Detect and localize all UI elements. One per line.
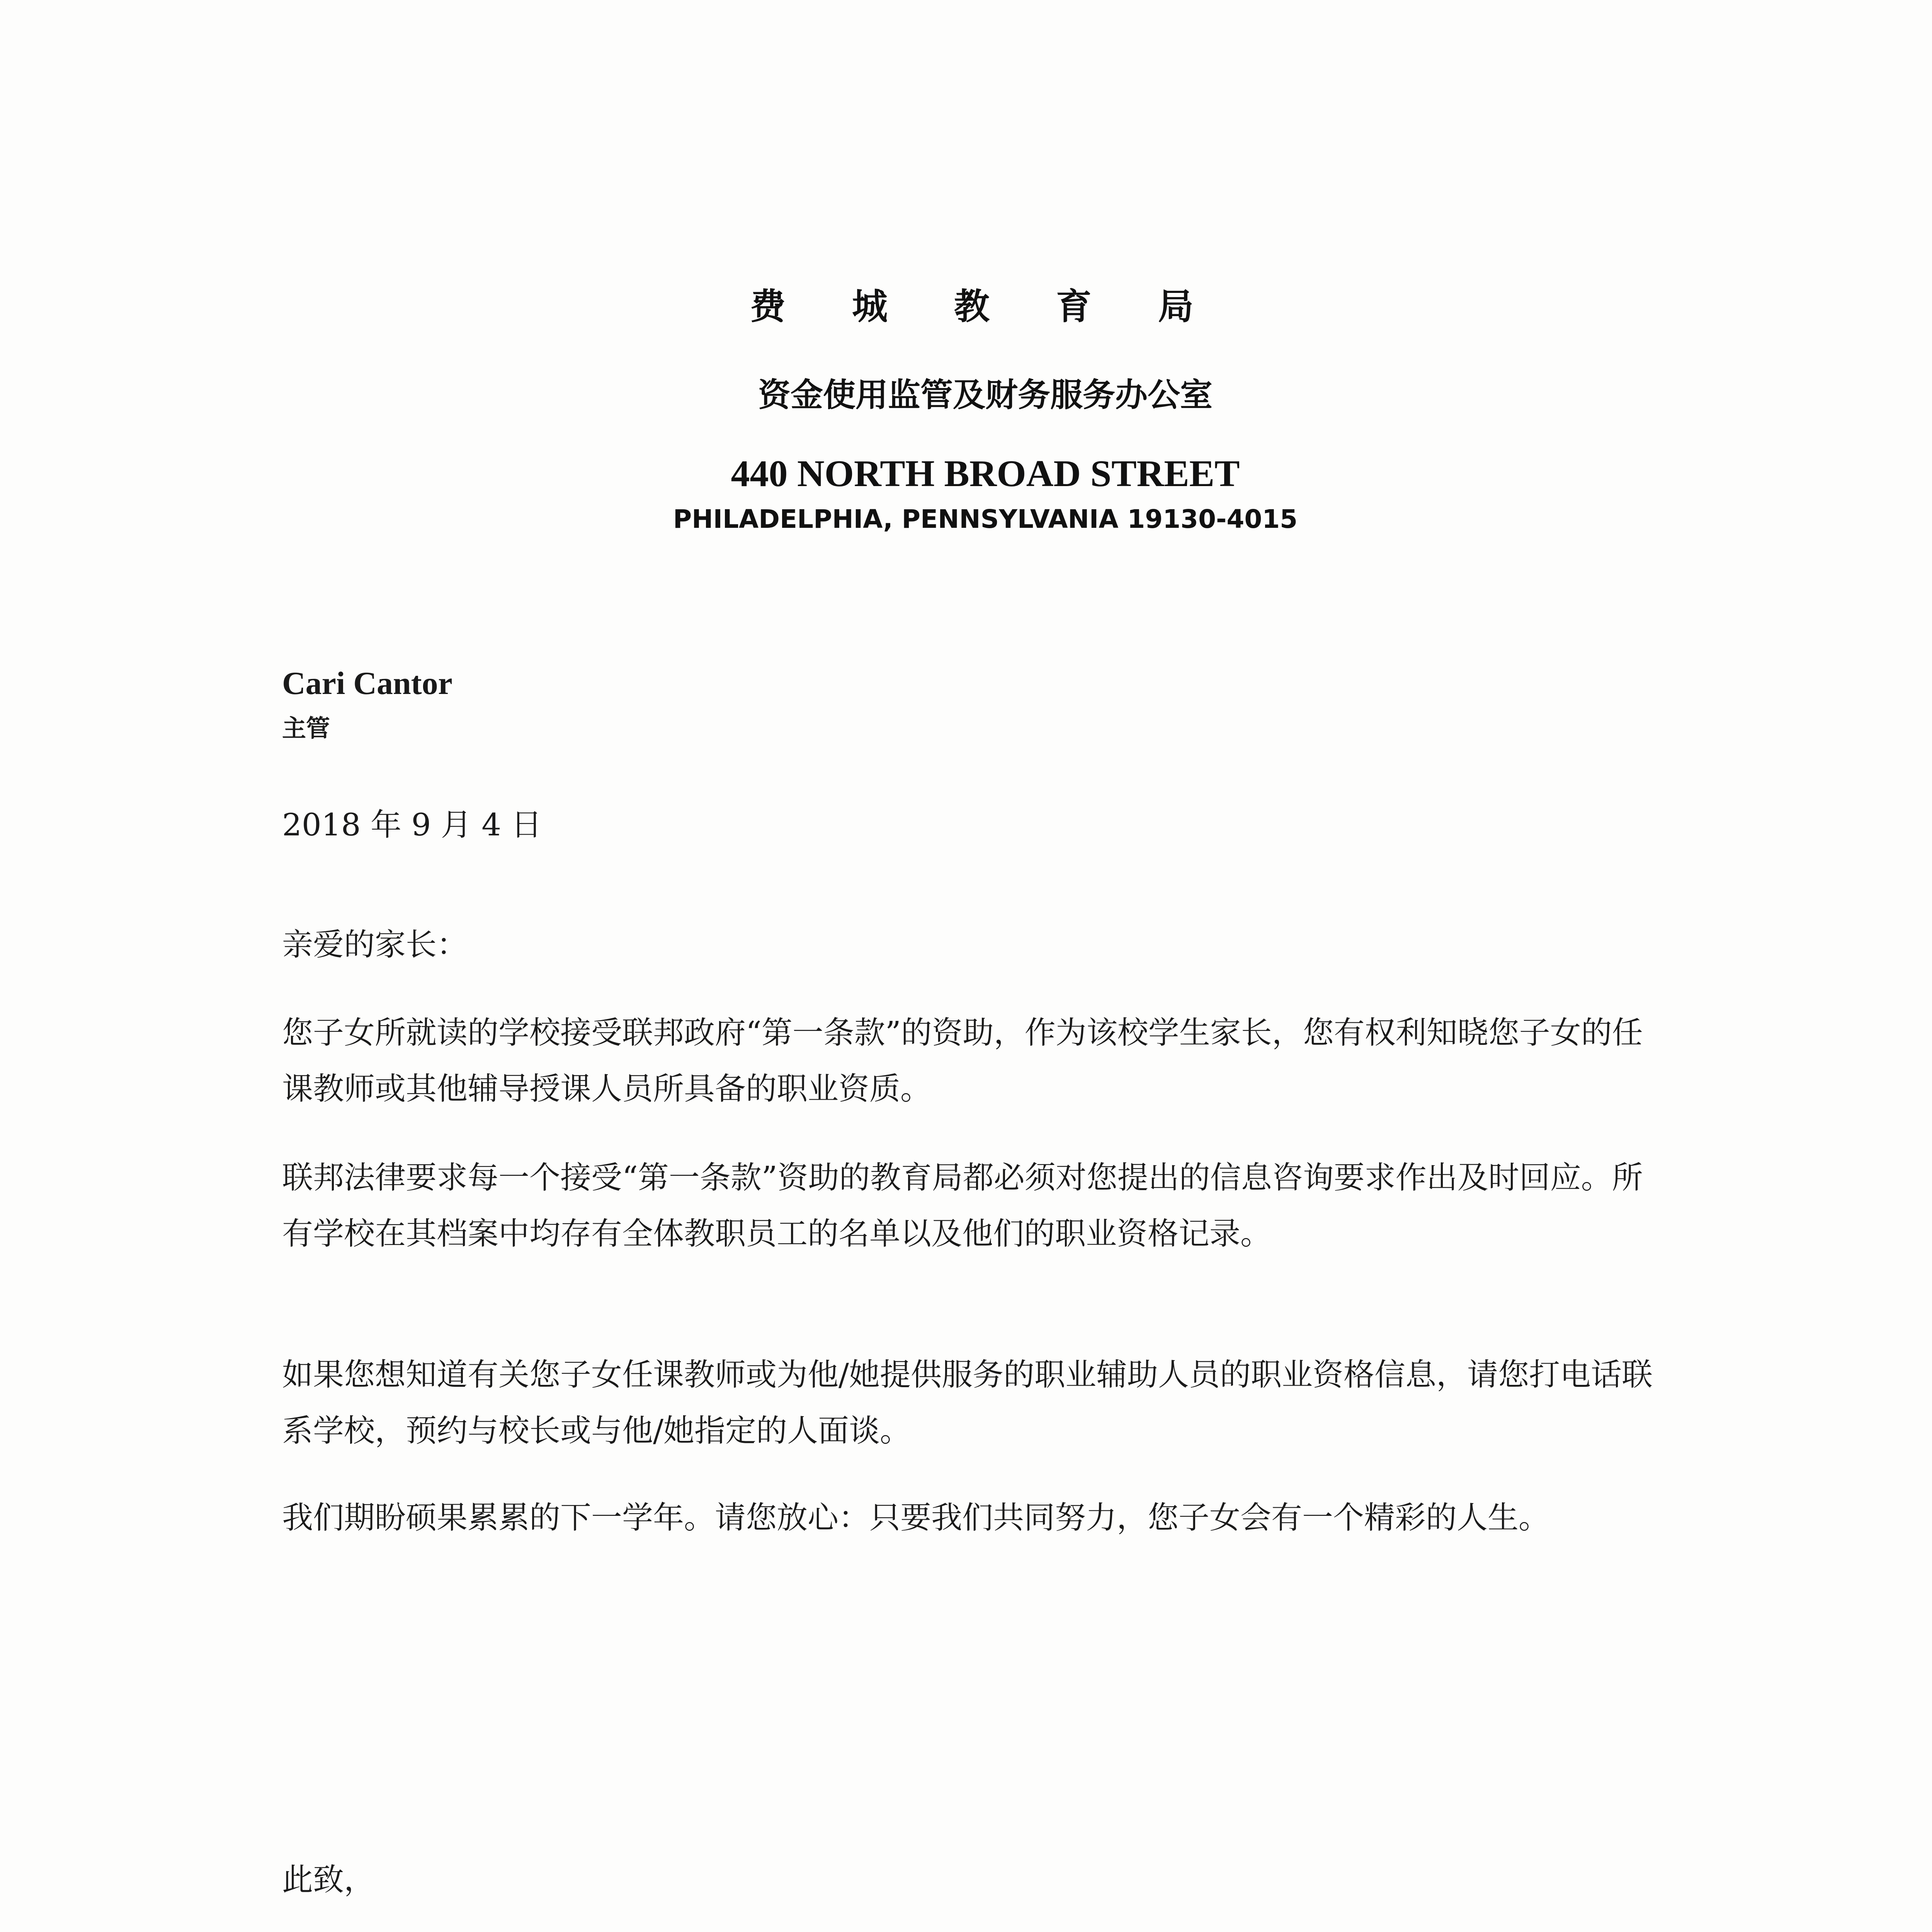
body-paragraph-3: 如果您想知道有关您子女任课教师或为他/她提供服务的职业辅助人员的职业资格信息，请您打电话联系学校，预约与校长或与他/她指定的人面谈。	[282, 1357, 1653, 1449]
letter-date: 2018 年 9 月 4 日	[282, 807, 542, 843]
closing: 此致，	[282, 1862, 375, 1898]
salutation: 亲爱的家长：	[282, 927, 468, 963]
sender-title: 主管	[282, 714, 330, 742]
office-name: 资金使用监管及财务服务办公室	[758, 376, 1213, 414]
street-address: 440 NORTH BROAD STREET	[731, 453, 1240, 495]
sender-name: Cari Cantor	[282, 665, 452, 701]
body-paragraph-4: 我们期盼硕果累累的下一学年。请您放心：只要我们共同努力，您子女会有一个精彩的人生。	[282, 1500, 1549, 1536]
organization-name: 费 城 教 育 局	[750, 286, 1221, 327]
city-address: PHILADELPHIA, PENNSYLVANIA 19130-4015	[673, 504, 1298, 534]
body-paragraph-1: 您子女所就读的学校接受联邦政府“第一条款”的资助，作为该校学生家长，您有权利知晓您子女的任课教师或其他辅导授课人员所具备的职业资质。	[282, 1015, 1643, 1107]
body-paragraph-2: 联邦法律要求每一个接受“第一条款”资助的教育局都必须对您提出的信息咨询要求作出及时回应。所有学校在其档案中均存有全体教职员工的名单以及他们的职业资格记录。	[282, 1160, 1643, 1252]
